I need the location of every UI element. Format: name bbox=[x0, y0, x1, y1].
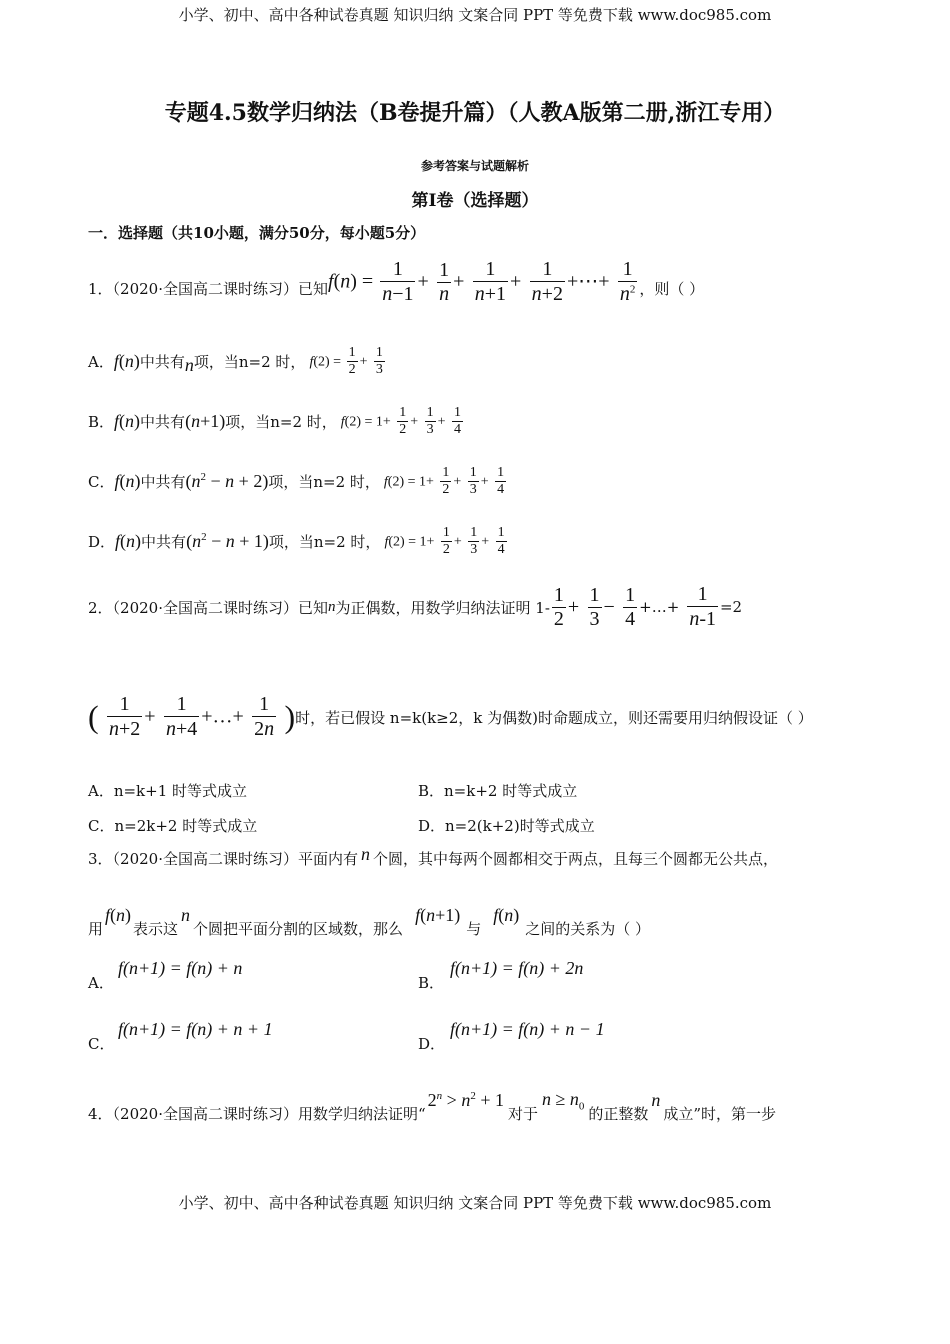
q1-option-b: B． f(n) 中共有 (n+1) 项，当 n=2 时， f(2) = 1+ $\frac{1}{2}$ + $\frac{1}{3}$ + $\frac{1}{4}$ bbox=[88, 405, 461, 438]
option-text: 项，当 bbox=[268, 473, 314, 492]
q2-n: n bbox=[328, 598, 336, 615]
q2-option-a: A．n=k+1 时等式成立 bbox=[88, 782, 248, 800]
option-text: 中共有 bbox=[140, 473, 186, 492]
question-3: 3．（2020·全国高二课时练习）平面内有 n 个圆，其中每两个圆都相交于两点，且每三个圆都无公共点， bbox=[88, 844, 779, 868]
q3-option-b-label: B． bbox=[418, 974, 445, 992]
option-text: 项，当 bbox=[268, 533, 314, 552]
part-heading: 第Ⅰ卷（选择题） bbox=[411, 191, 539, 211]
question-2: 2．（2020·全国高二课时练习）已知 n 为正偶数，用数学归纳法证明 1- $\frac{1}{2}$ + $\frac{1}{3}$ − $\frac{1}{4}$ +…+ $\frac{1}{n-1}$ =2 bbox=[88, 583, 743, 630]
q1-suffix: ，则（ ） bbox=[639, 279, 705, 298]
q3-option-a-expr: f(n+1) = f(n) + n bbox=[118, 958, 243, 978]
q2-series: $\frac{1}{2}$ + $\frac{1}{3}$ − $\frac{1}{4}$ bbox=[553, 583, 636, 630]
q4-text: 4．（2020·全国高二课时练习）用数学归纳法证明“ bbox=[88, 1105, 426, 1123]
option-label: C． bbox=[88, 473, 115, 492]
q2-dots: +…+ bbox=[639, 598, 680, 616]
q3-text: 与 bbox=[466, 920, 482, 938]
q3-line-2: 用 f(n) 表示这 n 个圆把平面分割的区域数，那么 f(n+1) 与 f(n) 之间的关系为（ ） bbox=[88, 905, 651, 938]
option-text: n=2 时， bbox=[270, 413, 337, 432]
option-label: B． bbox=[88, 413, 115, 432]
option-text: 中共有 bbox=[139, 353, 185, 372]
option-label: D． bbox=[88, 533, 116, 552]
q3-option-d-label: D． bbox=[418, 1035, 446, 1053]
question-4: 4．（2020·全国高二课时练习）用数学归纳法证明“ $2^n > n^2 + 1$ 对于 $n \ge n_0$ 的正整数 n 成立”时，第一步 bbox=[88, 1088, 777, 1123]
option-text: 中共有 bbox=[141, 533, 187, 552]
doc-title: 专题4.5数学归纳法（B卷提升篇）（人教A版第二册,浙江专用） bbox=[164, 100, 786, 126]
q2-prefix: 2．（2020·全国高二课时练习）已知 bbox=[88, 598, 328, 617]
q1-option-a: A． f(n) 中共有 n 项，当 n=2 时， f(2) = $\frac{1}{2}$ + $\frac{1}{3}$ bbox=[88, 345, 383, 378]
q3-option-c-expr: f(n+1) = f(n) + n + 1 bbox=[118, 1019, 273, 1039]
option-text: 中共有 bbox=[140, 413, 186, 432]
question-1 bbox=[88, 258, 704, 306]
q2-line-2 bbox=[88, 693, 813, 741]
q2-option-c: C．n=2k+2 时等式成立 bbox=[88, 817, 258, 835]
q3-line1b: 个圆，其中每两个圆都相交于两点，且每三个圆都无公共点， bbox=[373, 850, 779, 868]
q1-option-d: D． f(n) 中共有 $(n^2 - n + 1)$ 项，当 n=2 时， f(2) = 1+ $\frac{1}{2}$ + $\frac{1}{3}$ + $\frac{1}{4}$ bbox=[88, 525, 505, 558]
q3-option-b-expr: f(n+1) = f(n) + 2n bbox=[450, 958, 584, 978]
q3-option-a-label: A． bbox=[88, 974, 114, 992]
q4-text: 的正整数 bbox=[588, 1105, 649, 1123]
q4-text: 对于 bbox=[507, 1105, 538, 1123]
q1-prefix: 1．（2020·全国高二课时练习）已知 bbox=[88, 279, 328, 298]
q2-mid: 为正偶数，用数学归纳法证明 1- bbox=[335, 598, 550, 617]
page-footer: 小学、初中、高中各种试卷真题 知识归纳 文案合同 PPT 等免费下载 www.doc985.com bbox=[178, 1194, 772, 1212]
q1-formula: f(n) = $\frac{1}{n-1}$ + $\frac{1}{n}$ + $\frac{1}{n+1}$ + $\frac{1}{n+2}$ +⋯+ $\frac{1}{n^2}$ bbox=[328, 258, 636, 305]
q3-option-c-label: C． bbox=[88, 1035, 115, 1053]
q2-eq: =2 bbox=[719, 598, 743, 616]
option-text: n=2 时， bbox=[238, 353, 306, 372]
option-text: 项，当 bbox=[193, 353, 239, 372]
q2-option-d: D．n=2(k+2)时等式成立 bbox=[418, 817, 595, 835]
option-text: n=2 时， bbox=[313, 473, 380, 492]
q2-option-b: B．n=k+2 时等式成立 bbox=[418, 782, 578, 800]
q2-bracket-sum: ( $\frac{1}{n+2}$ + $\frac{1}{n+4}$ +…+ $\frac{1}{2n}$ ) bbox=[88, 693, 296, 740]
q3-text: 表示这 bbox=[133, 920, 179, 938]
option-text: 项，当 bbox=[225, 413, 271, 432]
option-label: A． bbox=[88, 353, 114, 372]
q3-text: 个圆把平面分割的区域数，那么 bbox=[193, 920, 404, 938]
q3-option-d-expr: f(n+1) = f(n) + n − 1 bbox=[450, 1019, 605, 1039]
q3-text: 用 bbox=[88, 920, 104, 938]
option-text: n=2 时， bbox=[313, 533, 381, 552]
q1-option-c: C． f(n) 中共有 $(n^2 - n + 2)$ 项，当 n=2 时， f(2) = 1+ $\frac{1}{2}$ + $\frac{1}{3}$ + $\frac{1}{4}$ bbox=[88, 465, 505, 498]
q2-line2-text: 时，若已假设 n=k(k≥2，k 为偶数)时命题成立，则还需要用归纳假设证（ ） bbox=[295, 708, 813, 727]
doc-subtitle: 参考答案与试题解析 bbox=[420, 159, 529, 173]
q3-line1a: 3．（2020·全国高二课时练习）平面内有 bbox=[88, 850, 358, 868]
q3-text: 之间的关系为（ ） bbox=[525, 920, 651, 938]
q4-text: 成立”时，第一步 bbox=[663, 1105, 777, 1123]
page-header: 小学、初中、高中各种试卷真题 知识归纳 文案合同 PPT 等免费下载 www.doc985.com bbox=[178, 6, 772, 24]
section-heading: 一．选择题（共10小题，满分50分，每小题5分） bbox=[88, 224, 426, 242]
